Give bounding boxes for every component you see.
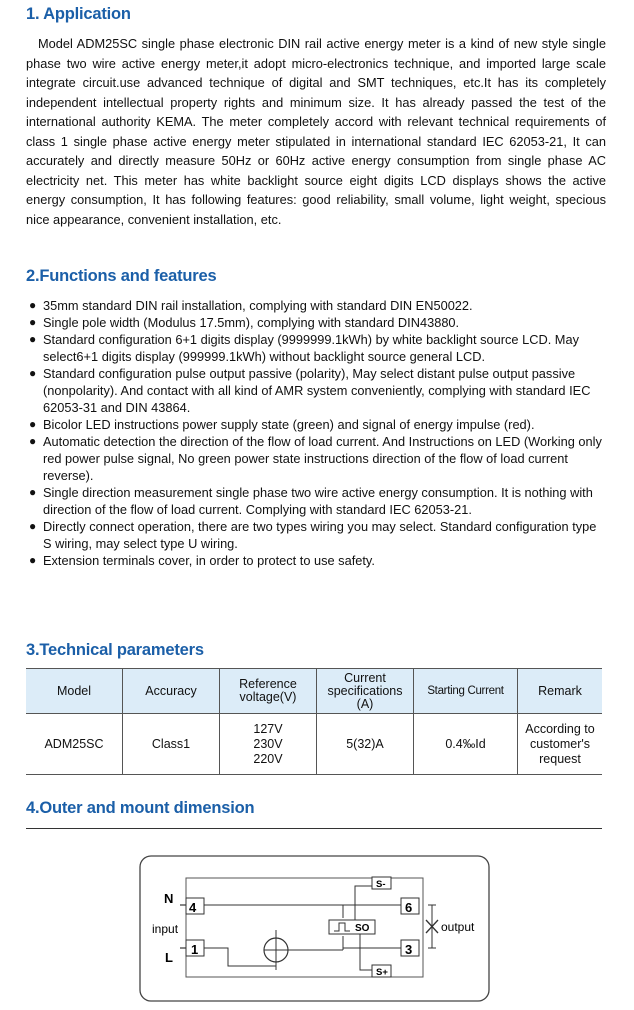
wire-s-minus bbox=[355, 886, 372, 920]
voltage-1: 127V bbox=[253, 721, 283, 736]
col-reference-voltage bbox=[220, 669, 317, 714]
bullet-icon: ● bbox=[29, 434, 37, 448]
cur-line-2: specifications bbox=[327, 683, 403, 698]
table-header-row bbox=[26, 669, 602, 714]
feature-item bbox=[26, 518, 608, 552]
col-remark: Remark bbox=[518, 669, 603, 714]
feature-item bbox=[26, 314, 608, 331]
terminal-4-label: 4 bbox=[189, 900, 197, 915]
bullet-icon: ● bbox=[29, 519, 37, 533]
section-divider bbox=[26, 828, 602, 829]
feature-text: Standard configuration pulse output passive (polarity), May select distant pulse output passive (nonpolarity). And contact with all kind of AMR system conveniently, complying with standard IEC 62053-31 and DIN 43864. bbox=[43, 366, 591, 415]
ref-line-2: voltage(V) bbox=[239, 690, 297, 704]
cell-accuracy: Class1 bbox=[123, 714, 220, 775]
feature-text: Extension terminals cover, in order to protect to use safety. bbox=[43, 553, 375, 568]
feature-item bbox=[26, 297, 608, 314]
inner-body bbox=[186, 878, 423, 977]
feature-item bbox=[26, 416, 608, 433]
cell-starting: 0.4‰Id bbox=[414, 714, 518, 775]
remark-line-3: request bbox=[539, 751, 581, 766]
label-input: input bbox=[152, 922, 179, 936]
cur-line-3: (A) bbox=[356, 696, 374, 711]
feature-item bbox=[26, 331, 608, 365]
bullet-icon: ● bbox=[29, 366, 37, 380]
bullet-icon: ● bbox=[29, 417, 37, 431]
bullet-icon: ● bbox=[29, 332, 37, 346]
feature-text: 35mm standard DIN rail installation, complying with standard DIN EN50022. bbox=[43, 298, 473, 313]
voltage-3: 220V bbox=[253, 751, 283, 766]
feature-item bbox=[26, 552, 608, 569]
section-dimension-heading: 4.Outer and mount dimension bbox=[26, 799, 255, 817]
feature-text: Automatic detection the direction of the flow of load current. And Instructions on LED (Working only red power pulse signal, No green power state instructions direction of the flow of load current reverse). bbox=[43, 434, 602, 483]
col-starting-current: Starting Current bbox=[414, 669, 518, 714]
application-paragraph bbox=[26, 34, 606, 229]
wire-line bbox=[204, 948, 276, 966]
label-n: N bbox=[164, 891, 174, 906]
col-model: Model bbox=[26, 669, 123, 714]
section-functions-heading: 2.Functions and features bbox=[26, 267, 217, 285]
feature-item bbox=[26, 484, 608, 518]
so-label: SO bbox=[355, 923, 370, 934]
wiring-diagram bbox=[0, 840, 634, 1010]
features-list bbox=[26, 297, 608, 569]
wire-s-plus bbox=[360, 934, 372, 970]
feature-text: Bicolor LED instructions power supply state (green) and signal of energy impulse (red). bbox=[43, 417, 535, 432]
label-l: L bbox=[165, 950, 173, 965]
label-output: output bbox=[441, 920, 475, 934]
feature-text: Single direction measurement single phase two wire active energy consumption. It is nothing with direction of the flow of load current. Complying with standard IEC 62053-21. bbox=[43, 485, 593, 517]
feature-text: Standard configuration 6+1 digits display (9999999.1kWh) by white backlight source LCD. May select6+1 digits display (999999.1kWh) without backlight source general LCD. bbox=[43, 332, 579, 364]
feature-item bbox=[26, 365, 608, 416]
cell-remark bbox=[518, 714, 603, 775]
section-application-heading: 1. Application bbox=[26, 5, 131, 23]
technical-parameters-table bbox=[26, 668, 602, 775]
voltage-2: 230V bbox=[253, 736, 283, 751]
s-minus-label: S- bbox=[376, 879, 386, 890]
terminal-3-label: 3 bbox=[405, 942, 413, 957]
feature-item bbox=[26, 433, 608, 484]
s-plus-label: S+ bbox=[376, 967, 388, 978]
cell-model: ADM25SC bbox=[26, 714, 123, 775]
col-current-spec bbox=[317, 669, 414, 714]
bullet-icon: ● bbox=[29, 298, 37, 312]
terminal-6-label: 6 bbox=[405, 900, 413, 915]
bullet-icon: ● bbox=[29, 315, 37, 329]
cell-voltages bbox=[220, 714, 317, 775]
feature-text: Directly connect operation, there are two types wiring you may select. Standard configuration type S wiring, may select type U wiring. bbox=[43, 519, 597, 551]
bullet-icon: ● bbox=[29, 485, 37, 499]
cell-current: 5(32)A bbox=[317, 714, 414, 775]
table-row bbox=[26, 714, 602, 775]
col-accuracy: Accuracy bbox=[123, 669, 220, 714]
terminal-1-label: 1 bbox=[191, 942, 199, 957]
bullet-icon: ● bbox=[29, 553, 37, 567]
section-technical-heading: 3.Technical parameters bbox=[26, 641, 204, 659]
ref-line-1: Reference bbox=[239, 677, 297, 691]
application-paragraph-text: Model ADM25SC single phase electronic DIN rail active energy meter is a kind of new style single phase two wire active energy meter,it adopt micro-electronics technique, and imported large scale integrate circuit.use advanced technique of digital and SMT techniques, etc.It has its completely independent intellectual property rights and minimum size. It has already passed the test of the international authority KEMA. The meter completely accord with relevant technical requirements of class 1 single phase active energy meter stipulated in international standard IEC 62053-21, It can accurately and directly measure 50Hz or 60Hz active energy consumption from single phase AC electricity net. This meter has white backlight source eight digits LCD displays shows the active energy consumption, It has following features: good reliability, small volume, light weight, specious nice appearance, convenient installation, etc. bbox=[26, 36, 606, 227]
remark-line-2: customer's bbox=[529, 736, 591, 751]
cur-line-1: Current bbox=[344, 670, 386, 685]
wire-neutral bbox=[204, 905, 343, 918]
remark-line-1: According to bbox=[525, 721, 595, 736]
feature-text: Single pole width (Modulus 17.5mm), complying with standard DIN43880. bbox=[43, 315, 460, 330]
